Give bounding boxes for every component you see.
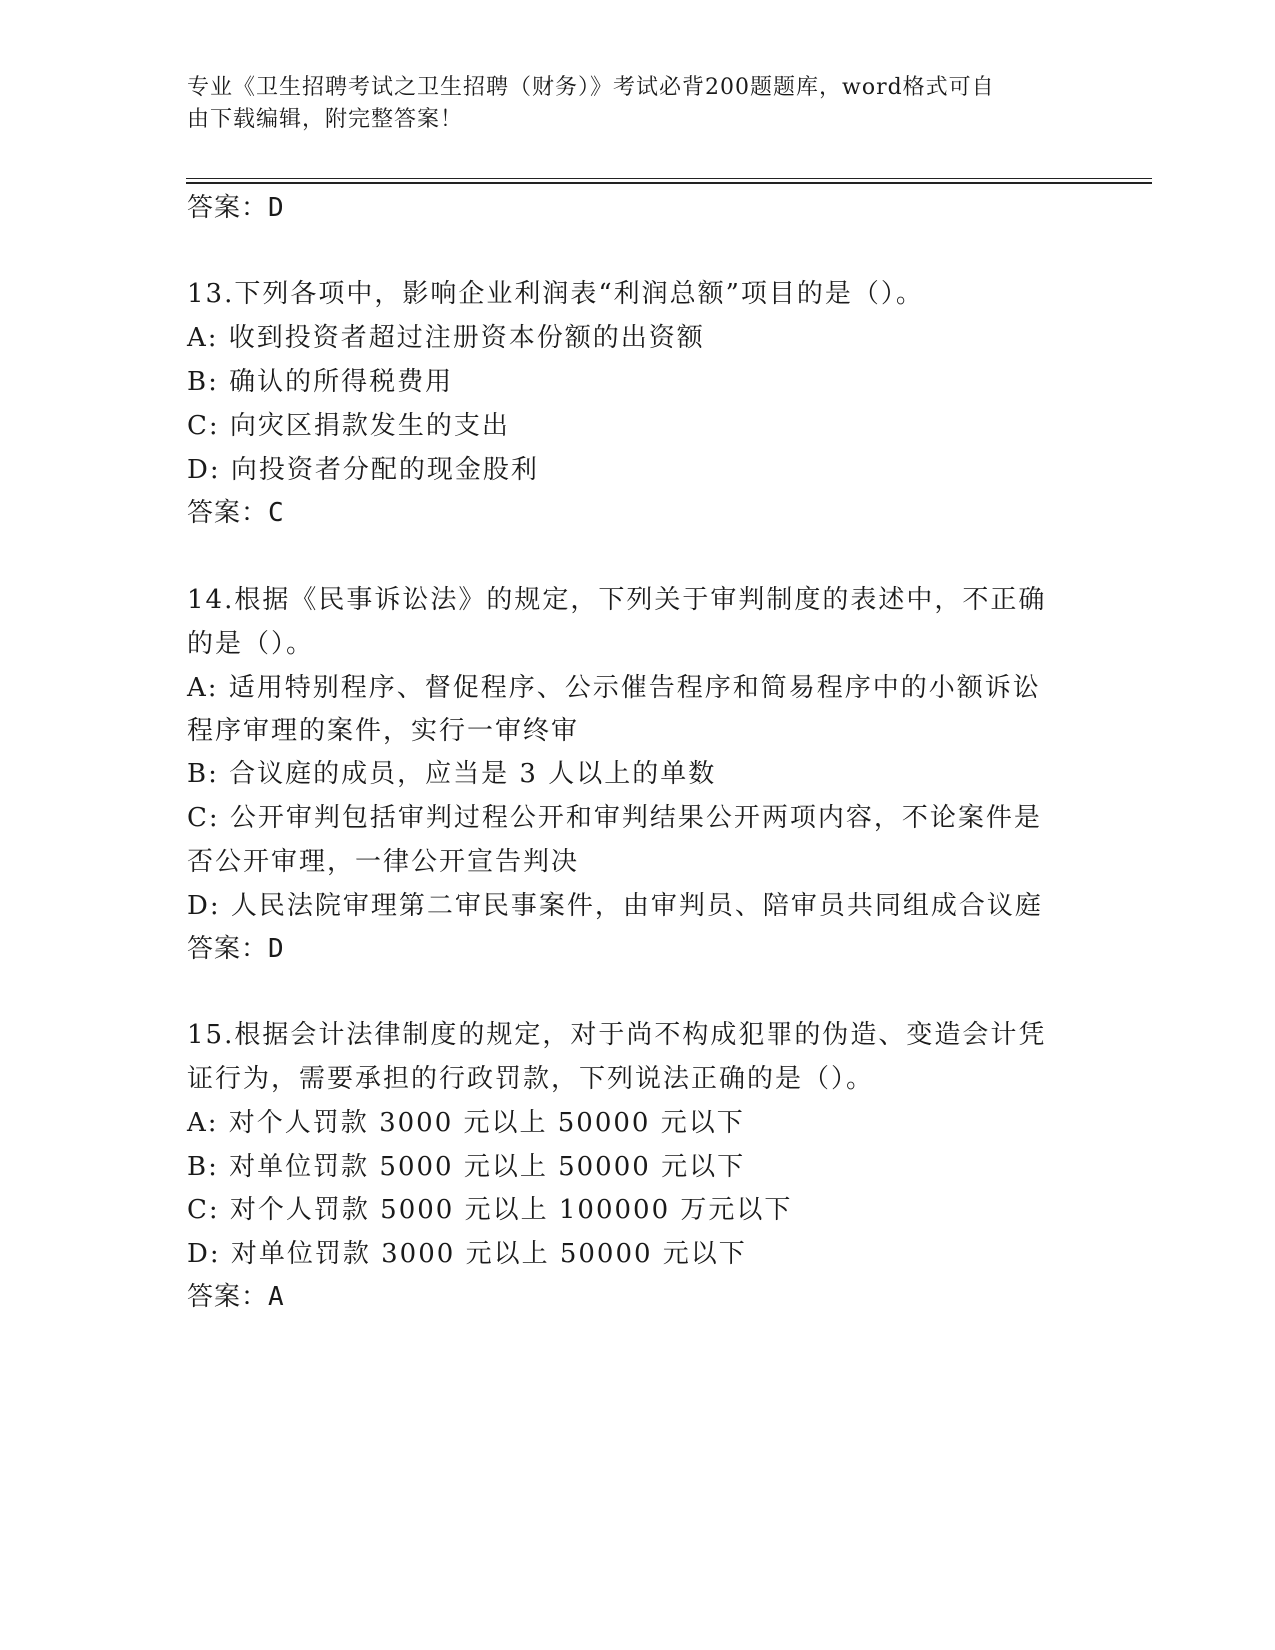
header-divider-thick <box>186 182 1152 184</box>
question-14-option-d: D: 人民法院审理第二审民事案件，由审判员、陪审员共同组成合议庭 <box>187 891 1043 921</box>
question-14-option-c-line-2: 否公开审理，一律公开宣告判决 <box>187 847 580 877</box>
question-14-answer: 答案：D <box>187 934 285 964</box>
question-14-option-b: B: 合议庭的成员，应当是 3 人以上的单数 <box>187 759 717 789</box>
header-line-1: 专业《卫生招聘考试之卫生招聘（财务）》考试必背200题题库，word格式可自 <box>187 75 995 100</box>
question-14-stem-line-1: 14.根据《民事诉讼法》的规定，下列关于审判制度的表述中，不正确 <box>187 585 1047 615</box>
question-15-stem-line-2: 证行为，需要承担的行政罚款，下列说法正确的是（）。 <box>187 1064 875 1094</box>
question-13-stem-line-1: 13.下列各项中，影响企业利润表“利润总额”项目的是（）。 <box>187 279 924 309</box>
document-header <box>187 72 1067 136</box>
question-15-stem-line-1: 15.根据会计法律制度的规定，对于尚不构成犯罪的伪造、变造会计凭 <box>187 1020 1047 1050</box>
question-15-answer: 答案：A <box>187 1282 285 1312</box>
question-13-option-c: C: 向灾区捐款发生的支出 <box>187 411 510 441</box>
question-14-option-c-line-1: C: 公开审判包括审判过程公开和审判结果公开两项内容，不论案件是 <box>187 803 1042 833</box>
question-13-option-d: D: 向投资者分配的现金股利 <box>187 455 539 485</box>
question-13-option-a: A: 收到投资者超过注册资本份额的出资额 <box>187 323 705 353</box>
question-15-option-a: A: 对个人罚款 3000 元以上 50000 元以下 <box>187 1108 745 1138</box>
question-15-option-c: C: 对个人罚款 5000 元以上 100000 万元以下 <box>187 1195 793 1225</box>
question-15-option-d: D: 对单位罚款 3000 元以上 50000 元以下 <box>187 1239 747 1269</box>
question-13-answer: 答案：C <box>187 498 285 528</box>
question-13-option-b: B: 确认的所得税费用 <box>187 367 454 397</box>
question-14-option-a-line-1: A: 适用特别程序、督促程序、公示催告程序和简易程序中的小额诉讼 <box>187 673 1041 703</box>
question-15-option-b: B: 对单位罚款 5000 元以上 50000 元以下 <box>187 1152 746 1182</box>
question-14-option-a-line-2: 程序审理的案件，实行一审终审 <box>187 716 580 746</box>
header-line-2: 由下载编辑，附完整答案！ <box>187 107 464 132</box>
question-14-stem-line-2: 的是（）。 <box>187 629 315 659</box>
previous-answer: 答案：D <box>187 193 285 223</box>
header-divider-thin <box>186 178 1152 179</box>
